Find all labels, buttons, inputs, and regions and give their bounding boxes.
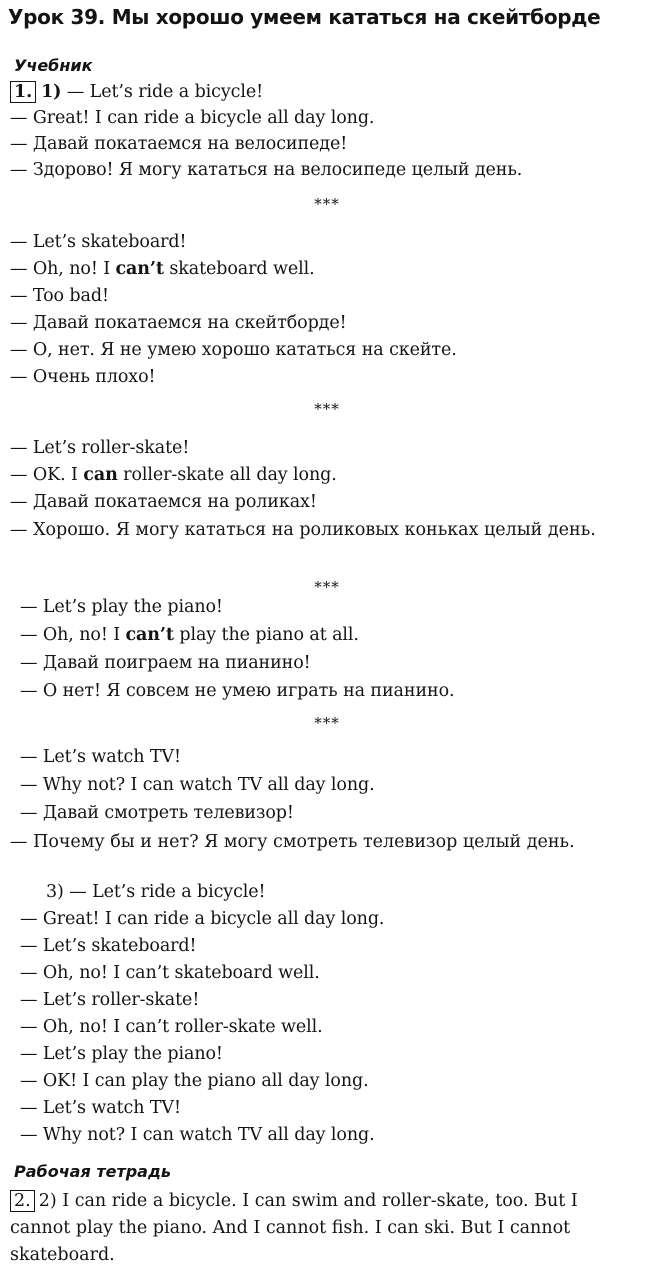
- dialogue-line: — Let’s roller-skate!: [20, 990, 200, 1010]
- part-label: 3): [46, 882, 64, 902]
- dialogue-line: — Great! I can ride a bicycle all day long.: [20, 909, 385, 929]
- dialogue-line: [10, 490, 317, 514]
- line-text: — О нет! Я совсем не умею играть на пианино.: [20, 681, 455, 701]
- dialogue-line: [20, 651, 311, 675]
- separator: ***: [314, 195, 340, 213]
- dialogue-line: [10, 230, 186, 254]
- dialogue-paragraph: — Почему бы и нет? Я могу смотреть телевизор целый день.: [10, 832, 575, 852]
- line-text: — Let’s roller-skate!: [10, 438, 190, 458]
- dialogue-line: [20, 679, 455, 703]
- dialogue-line: [10, 463, 337, 487]
- dialogue-line: — Oh, no! I can’t skateboard well.: [20, 963, 320, 983]
- line-text: — О, нет. Я не умею хорошо кататься на скейте.: [10, 340, 457, 360]
- line-text: — Oh, no! I: [10, 259, 116, 279]
- dialogue-line: [10, 365, 155, 389]
- line-text: — Let’s ride a bicycle!: [66, 82, 264, 102]
- line-text: skateboard well.: [163, 259, 315, 279]
- part-label: 1): [41, 82, 62, 102]
- line-text: roller-skate all day long.: [117, 465, 337, 485]
- separator: ***: [314, 714, 340, 732]
- line-text: — Давай поиграем на пианино!: [20, 653, 311, 673]
- paragraph-text: 2) I can ride a bicycle. I can swim and roller-skate, too. But I cannot play the piano. And I cannot fish. I can ski. But I cannot skateboard.: [10, 1191, 578, 1265]
- emphasis: can’t: [125, 625, 174, 645]
- dialogue-line: [10, 284, 109, 308]
- dialogue-line: — Let’s watch TV!: [20, 1098, 181, 1118]
- dialogue-line: — Let’s play the piano!: [20, 1044, 223, 1064]
- dialogue-line: [10, 436, 189, 460]
- dialogue-line: — Давай смотреть телевизор!: [20, 803, 294, 823]
- line-text: — Let’s skateboard!: [10, 232, 187, 252]
- dialogue-line: — Great! I can ride a bicycle all day long.: [10, 108, 375, 128]
- section-heading-textbook: Учебник: [14, 56, 93, 75]
- separator: ***: [314, 400, 340, 418]
- exercise-1-first-line: [10, 80, 263, 104]
- line-text: play the piano at all.: [173, 625, 359, 645]
- line-text: — Давай покатаемся на скейтборде!: [10, 313, 347, 333]
- separator: ***: [314, 578, 340, 596]
- exercise-1-part-3-line: [46, 880, 265, 904]
- exercise-number: 1.: [10, 81, 36, 103]
- dialogue-line: — Why not? I can watch TV all day long.: [20, 1125, 375, 1145]
- dialogue-line: [10, 257, 315, 281]
- line-text: — Очень плохо!: [10, 367, 156, 387]
- exercise-2-paragraph: [10, 1188, 642, 1269]
- dialogue-line: [20, 595, 223, 619]
- emphasis: can’t: [115, 259, 164, 279]
- line-text: — Oh, no! I: [20, 625, 126, 645]
- line-text: — Let’s play the piano!: [20, 597, 223, 617]
- dialogue-paragraph: — Хорошо. Я могу кататься на роликовых коньках целый день.: [10, 520, 596, 540]
- dialogue-line: — OK! I can play the piano all day long.: [20, 1071, 369, 1091]
- dialogue-line: — Let’s watch TV!: [20, 747, 181, 767]
- dialogue-line: — Здорово! Я могу кататься на велосипеде целый день.: [10, 160, 523, 180]
- dialogue-line: — Why not? I can watch TV all day long.: [20, 775, 375, 795]
- line-text: — Давай покатаемся на роликах!: [10, 492, 317, 512]
- dialogue-line: — Oh, no! I can’t roller-skate well.: [20, 1017, 323, 1037]
- dialogue-line: [10, 338, 457, 362]
- dialogue-line: — Let’s skateboard!: [20, 936, 197, 956]
- line-text: — Too bad!: [10, 286, 109, 306]
- section-heading-workbook: Рабочая тетрадь: [14, 1162, 171, 1181]
- line-text: — OK. I: [10, 465, 84, 485]
- dialogue-line: [10, 311, 347, 335]
- line-text: — Let’s ride a bicycle!: [69, 882, 266, 902]
- dialogue-line: [20, 623, 359, 647]
- exercise-number: 2.: [10, 1190, 35, 1212]
- emphasis: can: [83, 465, 118, 485]
- lesson-title: Урок 39. Мы хорошо умеем кататься на скейтборде: [8, 5, 601, 29]
- dialogue-line: — Давай покатаемся на велосипеде!: [10, 134, 348, 154]
